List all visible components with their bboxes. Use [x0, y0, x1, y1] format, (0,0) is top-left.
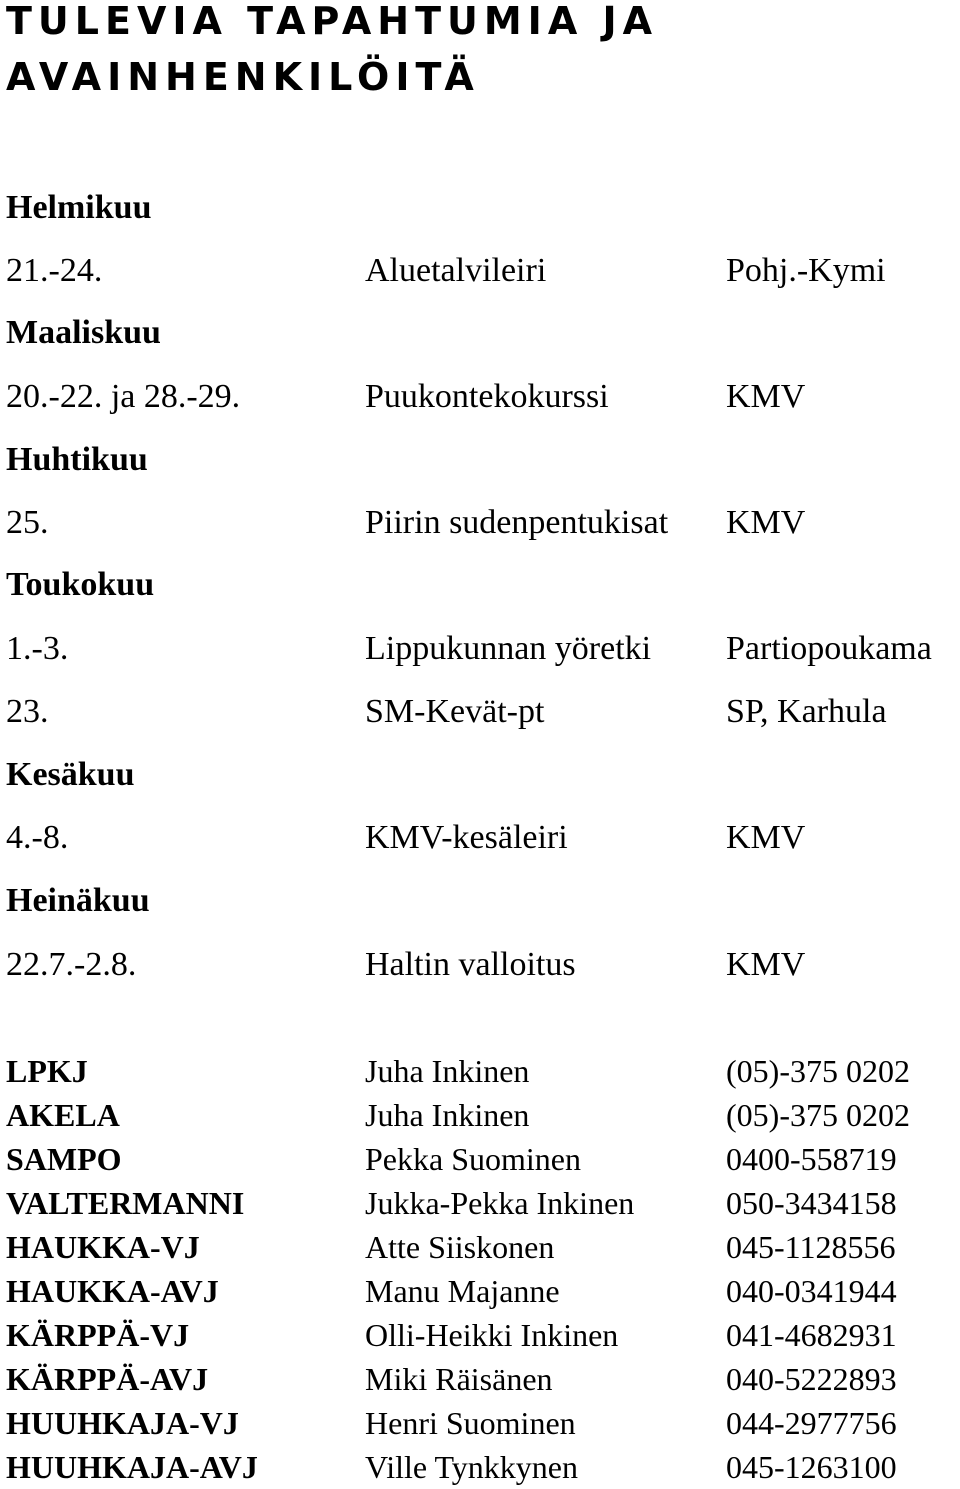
contact-phone: (05)-375 0202	[726, 1053, 910, 1089]
contact-role: HAUKKA-VJ	[6, 1229, 200, 1265]
contact-row	[0, 1363, 960, 1401]
contact-phone: 041-4682931	[726, 1317, 897, 1353]
event-place: KMV	[726, 378, 806, 415]
contact-role: VALTERMANNI	[6, 1185, 245, 1221]
event-row	[0, 506, 960, 546]
month-heading-maaliskuu: Maaliskuu	[6, 314, 161, 351]
contact-name: Juha Inkinen	[365, 1053, 530, 1089]
contact-phone: 044-2977756	[726, 1405, 897, 1441]
contact-row	[0, 1319, 960, 1357]
event-row	[0, 948, 960, 988]
contact-role: HUUHKAJA-VJ	[6, 1405, 239, 1441]
event-name: Haltin valloitus	[365, 946, 576, 983]
contact-role: AKELA	[6, 1097, 120, 1133]
event-row	[0, 380, 960, 420]
month-heading-huhtikuu: Huhtikuu	[6, 441, 148, 478]
event-name: SM-Kevät-pt	[365, 693, 545, 730]
contact-row	[0, 1187, 960, 1225]
event-date: 4.-8.	[6, 819, 69, 856]
event-date: 1.-3.	[6, 630, 69, 667]
contact-role: KÄRPPÄ-AVJ	[6, 1361, 209, 1397]
event-place: SP, Karhula	[726, 693, 887, 730]
month-heading-toukokuu: Toukokuu	[6, 566, 155, 603]
month-heading-kesakuu: Kesäkuu	[6, 756, 135, 793]
event-name: Lippukunnan yöretki	[365, 630, 652, 667]
contact-name: Olli-Heikki Inkinen	[365, 1317, 619, 1353]
event-name: Piirin sudenpentukisat	[365, 504, 669, 541]
contact-row	[0, 1099, 960, 1137]
event-row	[0, 254, 960, 294]
contact-name: Manu Majanne	[365, 1273, 560, 1309]
month-heading-helmikuu: Helmikuu	[6, 189, 152, 226]
contact-row	[0, 1143, 960, 1181]
contact-role: HUUHKAJA-AVJ	[6, 1449, 258, 1485]
event-place: KMV	[726, 819, 806, 856]
contact-name: Henri Suominen	[365, 1405, 576, 1441]
event-date: 23.	[6, 693, 49, 730]
event-name: Puukontekokurssi	[365, 378, 609, 415]
contact-row	[0, 1231, 960, 1269]
page-title-line-1: TULEVIA TAPAHTUMIA JA	[6, 0, 659, 43]
contact-name: Jukka-Pekka Inkinen	[365, 1185, 635, 1221]
contact-name: Ville Tynkkynen	[365, 1449, 578, 1485]
contact-name: Juha Inkinen	[365, 1097, 530, 1133]
contact-role: HAUKKA-AVJ	[6, 1273, 219, 1309]
event-name: KMV-kesäleiri	[365, 819, 568, 856]
contact-name: Miki Räisänen	[365, 1361, 553, 1397]
contact-name: Atte Siiskonen	[365, 1229, 555, 1265]
contact-phone: (05)-375 0202	[726, 1097, 910, 1133]
event-place: Partiopoukama	[726, 630, 932, 667]
contact-phone: 040-0341944	[726, 1273, 897, 1309]
event-place: KMV	[726, 946, 806, 983]
contact-name: Pekka Suominen	[365, 1141, 581, 1177]
contact-role: LPKJ	[6, 1053, 88, 1089]
event-name: Aluetalvileiri	[365, 252, 547, 289]
event-row	[0, 695, 960, 735]
event-date: 25.	[6, 504, 49, 541]
contact-row	[0, 1055, 960, 1093]
event-date: 20.-22. ja 28.-29.	[6, 378, 241, 415]
event-row	[0, 632, 960, 672]
event-date: 22.7.-2.8.	[6, 946, 137, 983]
contact-phone: 0400-558719	[726, 1141, 897, 1177]
month-heading-heinakuu: Heinäkuu	[6, 882, 150, 919]
contact-row	[0, 1451, 960, 1489]
event-place: KMV	[726, 504, 806, 541]
page-title-line-2: AVAINHENKILÖITÄ	[6, 55, 480, 99]
contact-phone: 045-1263100	[726, 1449, 897, 1485]
contact-row	[0, 1407, 960, 1445]
event-place: Pohj.-Kymi	[726, 252, 886, 289]
contact-role: SAMPO	[6, 1141, 122, 1177]
contact-row	[0, 1275, 960, 1313]
event-date: 21.-24.	[6, 252, 103, 289]
contact-phone: 045-1128556	[726, 1229, 896, 1265]
contact-phone: 050-3434158	[726, 1185, 897, 1221]
event-row	[0, 821, 960, 861]
contact-phone: 040-5222893	[726, 1361, 897, 1397]
contact-role: KÄRPPÄ-VJ	[6, 1317, 190, 1353]
